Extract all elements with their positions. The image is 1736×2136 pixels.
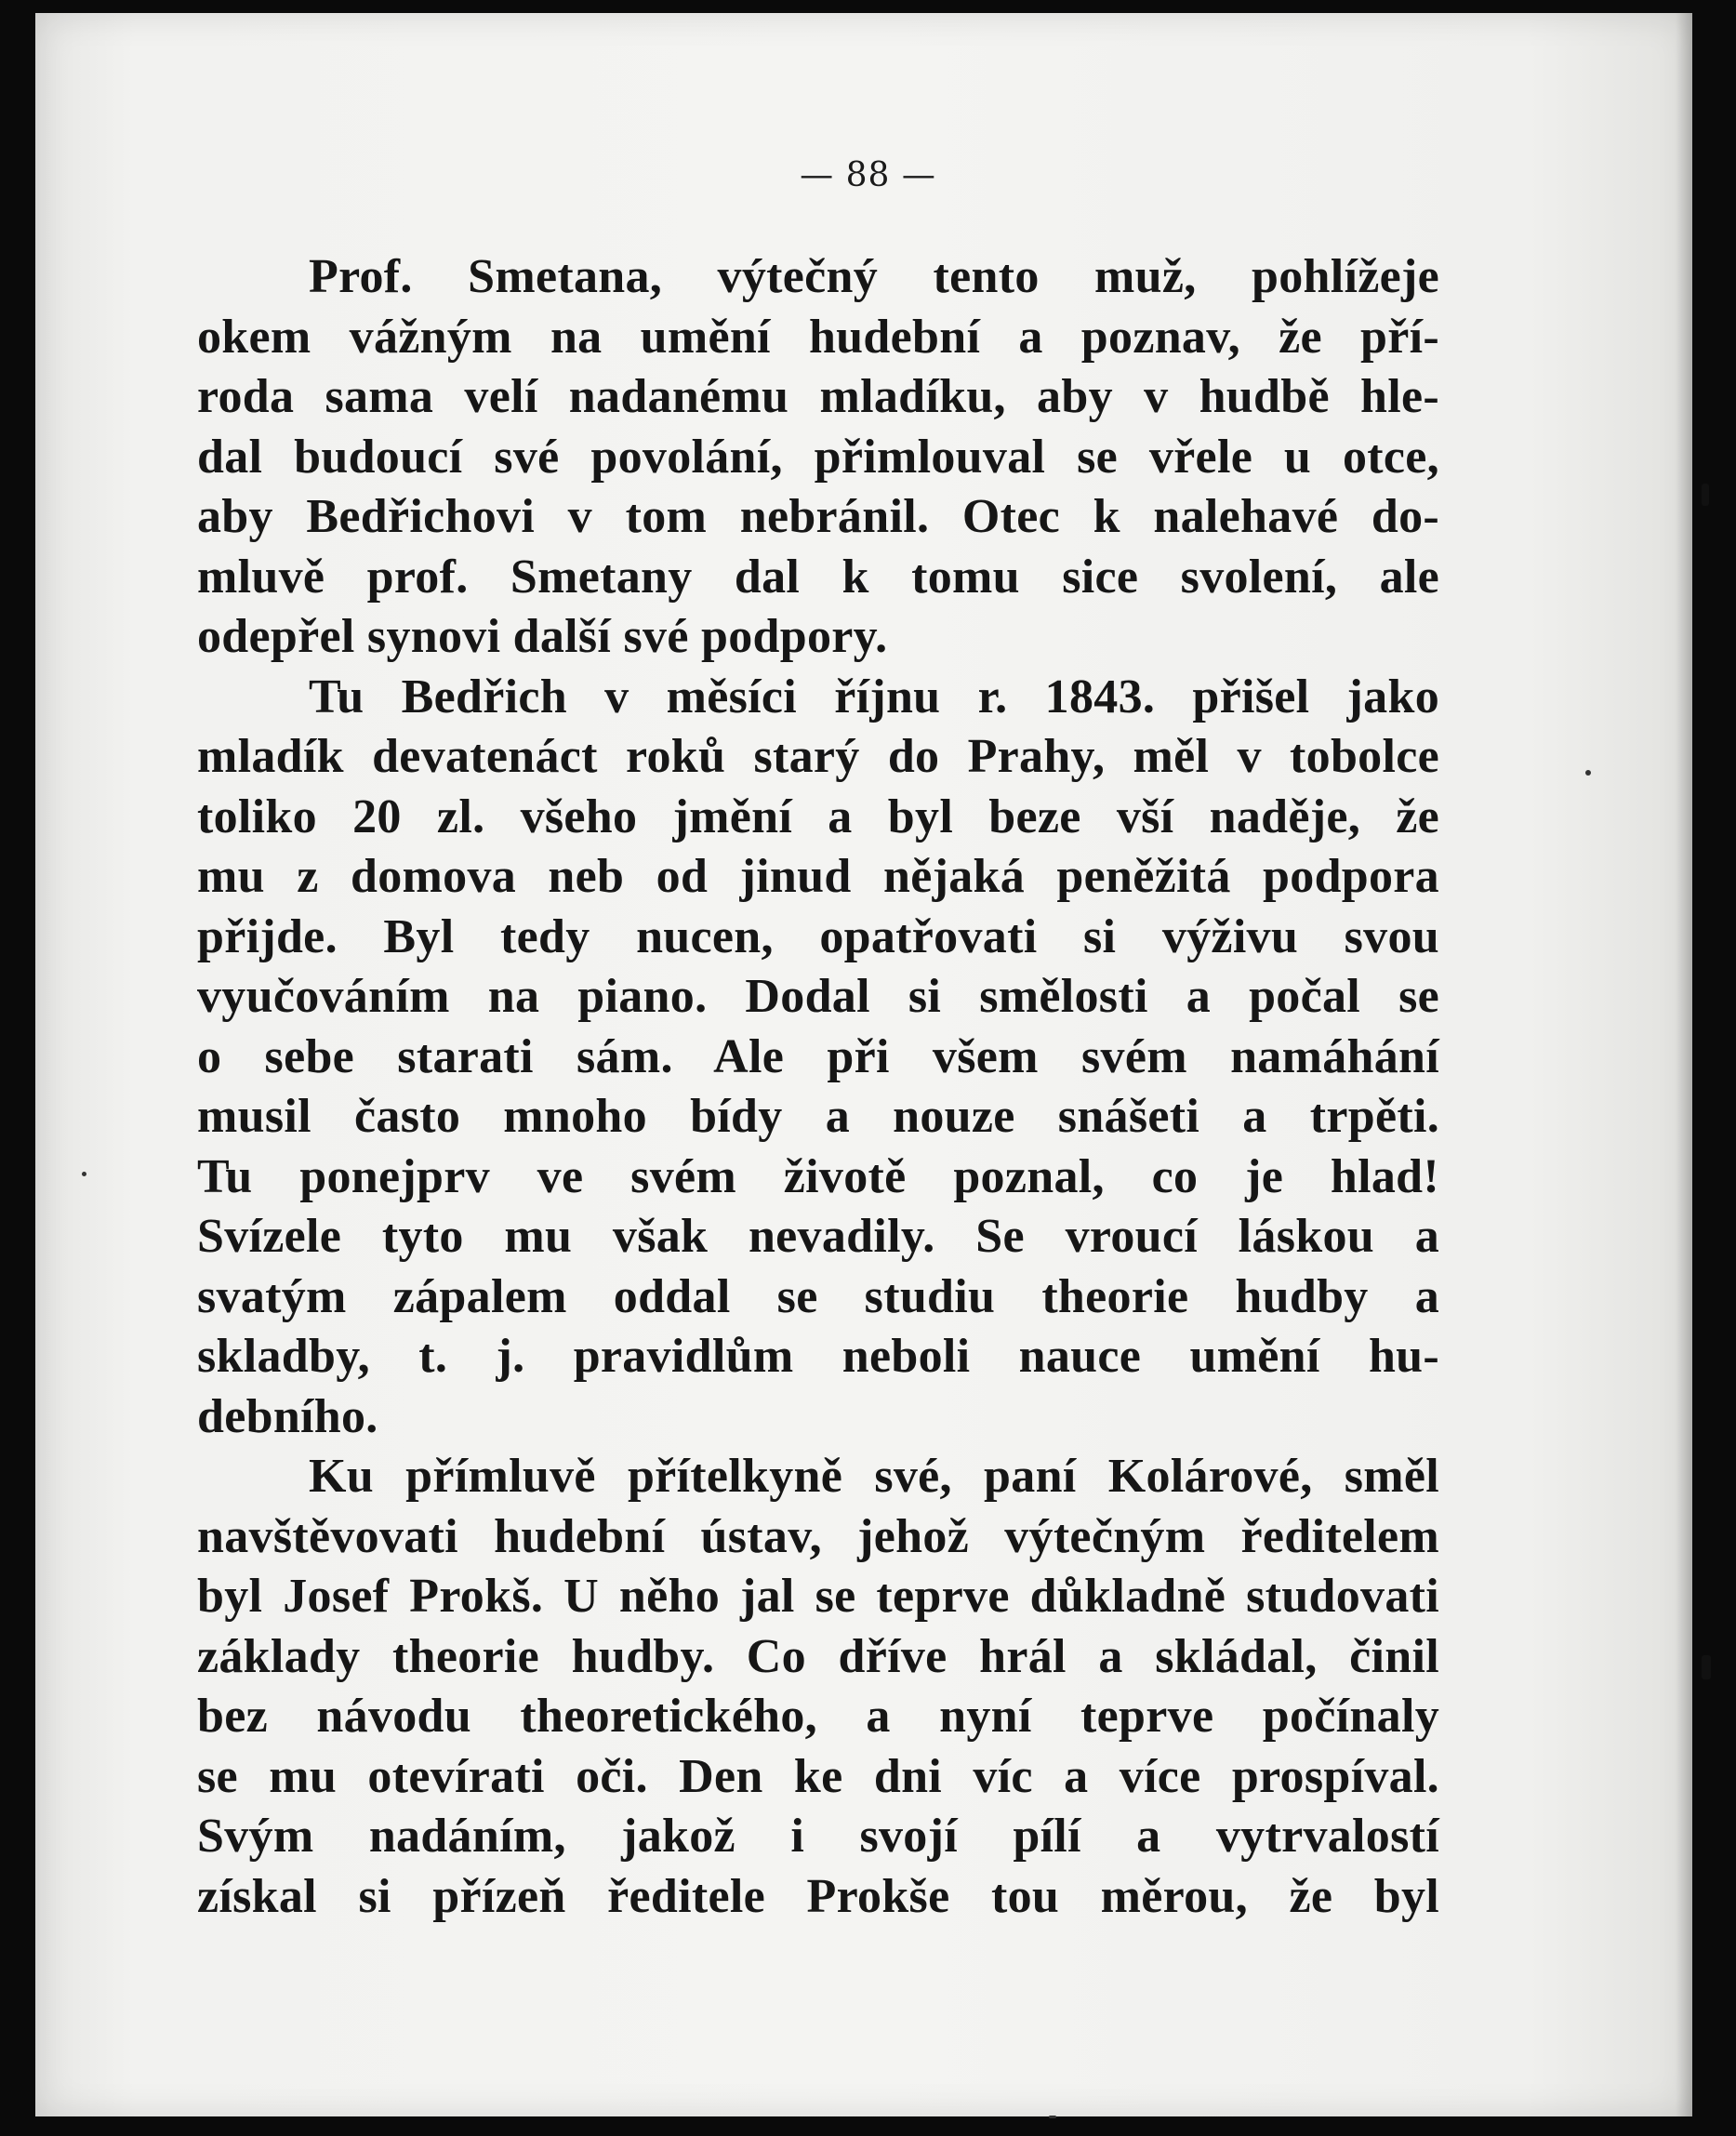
- text-line: byl Josef Prokš. U něho jal se teprve důkladně studovati: [197, 1570, 1439, 1623]
- text-line: Svízele tyto mu však nevadily. Se vroucí láskou a: [197, 1210, 1439, 1263]
- scan-speck: [1702, 1655, 1711, 1679]
- text-line: o sebe starati sám. Ale při všem svém namáhání: [197, 1029, 1439, 1083]
- text-line: Tu Bedřich v měsíci říjnu r. 1843. přišel jako: [309, 670, 1439, 723]
- scan-speck: [1702, 484, 1709, 506]
- text-line: přijde. Byl tedy nucen, opatřovati si výživu svou: [197, 909, 1439, 963]
- text-line: svatým zápalem oddal se studiu theorie hudby a: [197, 1269, 1439, 1323]
- text-line: roda sama velí nadanému mladíku, aby v hudbě hle-: [197, 370, 1439, 423]
- text-line: Ku přímluvě přítelkyně své, paní Kolárové, směl: [309, 1450, 1439, 1503]
- text-line: Svým nadáním, jakož i svojí pílí a vytrvalostí: [197, 1810, 1439, 1863]
- text-line: se mu otevírati oči. Den ke dni víc a více prospíval.: [197, 1749, 1439, 1803]
- text-line: navštěvovati hudební ústav, jehož výtečným ředitelem: [197, 1509, 1439, 1563]
- text-line: debního.: [197, 1389, 378, 1443]
- text-line: mu z domova neb od jinud nějaká peněžitá podpora: [197, 850, 1439, 903]
- text-line: okem vážným na umění hudební a poznav, že pří-: [197, 310, 1439, 364]
- text-line: získal si přízeň ředitele Prokše tou měrou, že byl: [197, 1869, 1439, 1923]
- paper-shadow-edge: [1676, 13, 1692, 2116]
- text-line: odepřel synovi další své podpory.: [197, 610, 888, 663]
- text-line: mluvě prof. Smetany dal k tomu sice svolení, ale: [197, 550, 1439, 604]
- text-line: musil často mnoho bídy a nouze snášeti a trpěti.: [197, 1090, 1439, 1143]
- page-number: — 88 —: [800, 156, 936, 194]
- text-line: aby Bedřichovi v tom nebránil. Otec k nalehavé do-: [197, 490, 1439, 543]
- scan-speck: [1585, 770, 1591, 776]
- text-line: základy theorie hudby. Co dříve hrál a skládal, činil: [197, 1629, 1439, 1683]
- scan-speck: [1049, 2116, 1056, 2118]
- scan-speck: [82, 1172, 86, 1176]
- text-line: Tu ponejprv ve svém životě poznal, co je hlad!: [197, 1149, 1439, 1203]
- text-line: mladík devatenáct roků starý do Prahy, měl v tobolce: [197, 730, 1439, 783]
- body-text: [197, 247, 1439, 1927]
- text-line: dal budoucí své povolání, přimlouval se vřele u otce,: [197, 430, 1439, 484]
- text-line: vyučováním na piano. Dodal si smělosti a počal se: [197, 970, 1439, 1023]
- text-line: Prof. Smetana, výtečný tento muž, pohlížeje: [309, 250, 1439, 303]
- text-line: skladby, t. j. pravidlům neboli nauce umění hu-: [197, 1330, 1439, 1383]
- text-line: toliko 20 zl. všeho jmění a byl beze vší naděje, že: [197, 789, 1439, 843]
- text-line: bez návodu theoretického, a nyní teprve počínaly: [197, 1690, 1439, 1743]
